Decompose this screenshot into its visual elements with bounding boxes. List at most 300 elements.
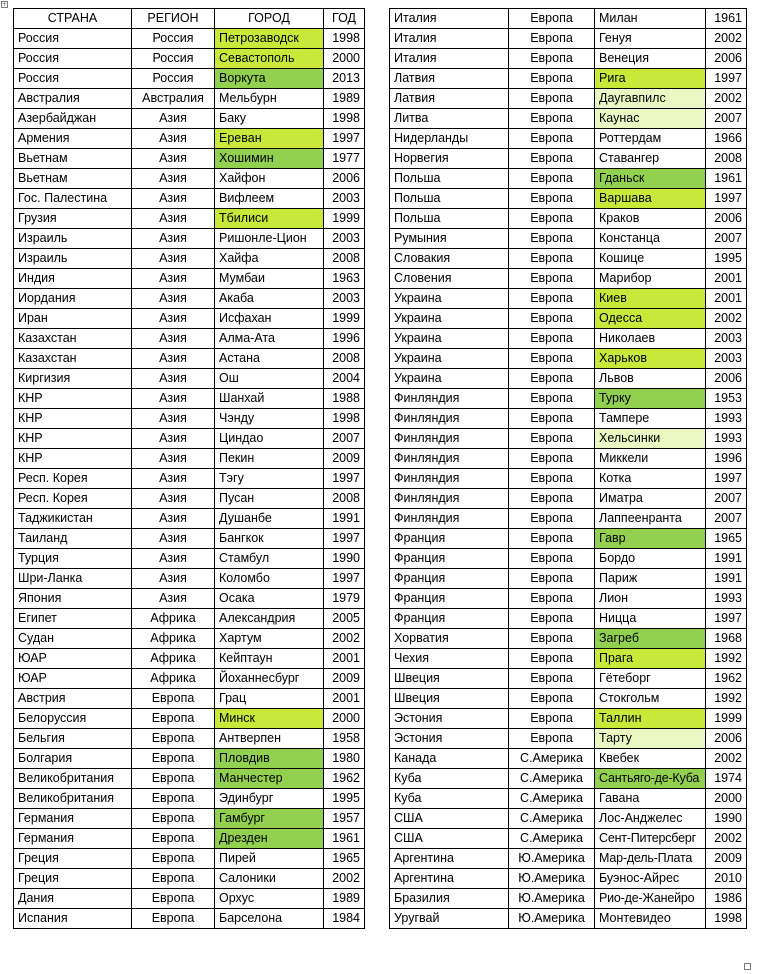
table-row [390,789,747,809]
region-cell: Европа [509,149,595,169]
country-cell: Украина [390,309,509,329]
city-cell: Стамбул [215,549,324,569]
country-cell: Россия [14,29,132,49]
table-row [390,849,747,869]
year-cell: 2006 [706,369,747,389]
city-cell: Львов [595,369,706,389]
region-cell: Европа [509,229,595,249]
region-cell: Азия [132,109,215,129]
table-row [14,249,365,269]
year-cell: 1988 [324,389,365,409]
table-row [390,349,747,369]
country-cell: Иран [14,309,132,329]
header-country: СТРАНА [14,9,132,29]
country-cell: Белоруссия [14,709,132,729]
city-cell: Даугавпилс [595,89,706,109]
country-cell: Грузия [14,209,132,229]
country-cell: Эстония [390,729,509,749]
country-cell: Бразилия [390,889,509,909]
country-cell: Судан [14,629,132,649]
year-cell: 2001 [324,689,365,709]
country-cell: Киргизия [14,369,132,389]
table-row [14,449,365,469]
country-cell: Бельгия [14,729,132,749]
city-cell: Сент-Питерсберг [595,829,706,849]
city-cell: Ереван [215,129,324,149]
year-cell: 2003 [706,349,747,369]
country-cell: Армения [14,129,132,149]
country-cell: Украина [390,289,509,309]
table-row [390,49,747,69]
country-cell: Шри-Ланка [14,569,132,589]
year-cell: 1958 [324,729,365,749]
region-cell: Европа [509,689,595,709]
year-cell: 1965 [706,529,747,549]
table-row [14,109,365,129]
country-cell: Болгария [14,749,132,769]
city-cell: Тарту [595,729,706,749]
country-cell: Греция [14,869,132,889]
year-cell: 1996 [324,329,365,349]
table-header-row [14,9,365,29]
country-cell: Россия [14,69,132,89]
table-row [14,829,365,849]
city-cell: Астана [215,349,324,369]
country-cell: Австрия [14,689,132,709]
city-cell: Александрия [215,609,324,629]
city-cell: Минск [215,709,324,729]
region-cell: Азия [132,229,215,249]
region-cell: Европа [509,589,595,609]
city-cell: Кошице [595,249,706,269]
region-cell: С.Америка [509,809,595,829]
year-cell: 1997 [706,469,747,489]
year-cell: 2000 [324,49,365,69]
table-row [14,809,365,829]
city-cell: Тэгу [215,469,324,489]
region-cell: Европа [509,709,595,729]
city-cell: Роттердам [595,129,706,149]
city-cell: Коломбо [215,569,324,589]
city-cell: Ришонле-Цион [215,229,324,249]
table-row [14,569,365,589]
year-cell: 2009 [324,449,365,469]
country-cell: Респ. Корея [14,469,132,489]
year-cell: 1991 [324,509,365,529]
city-cell: Гамбург [215,809,324,829]
table-row [390,289,747,309]
table-row [14,169,365,189]
region-cell: Ю.Америка [509,869,595,889]
table-row [14,349,365,369]
country-cell: Таджикистан [14,509,132,529]
year-cell: 2002 [324,869,365,889]
country-cell: Великобритания [14,789,132,809]
table-row [14,309,365,329]
city-cell: Эдинбург [215,789,324,809]
city-cell: Мельбурн [215,89,324,109]
city-cell: Барселона [215,909,324,929]
country-cell: Швеция [390,669,509,689]
region-cell: Европа [509,9,595,29]
region-cell: Европа [132,709,215,729]
region-cell: Азия [132,589,215,609]
year-cell: 1998 [324,29,365,49]
region-cell: Азия [132,329,215,349]
region-cell: Россия [132,29,215,49]
region-cell: Европа [509,289,595,309]
table-row [390,629,747,649]
region-cell: С.Америка [509,789,595,809]
year-cell: 1989 [324,889,365,909]
region-cell: Африка [132,629,215,649]
region-cell: Европа [509,409,595,429]
region-cell: Азия [132,249,215,269]
year-cell: 1992 [706,649,747,669]
country-cell: ЮАР [14,669,132,689]
year-cell: 2002 [706,749,747,769]
region-cell: Азия [132,189,215,209]
region-cell: Европа [509,109,595,129]
table-resize-handle[interactable] [744,963,751,970]
table-row [390,369,747,389]
table-row [390,869,747,889]
year-cell: 2002 [706,829,747,849]
region-cell: Азия [132,389,215,409]
country-cell: Япония [14,589,132,609]
country-cell: Куба [390,769,509,789]
country-cell: Индия [14,269,132,289]
country-cell: Польша [390,189,509,209]
table-row [390,129,747,149]
region-cell: Азия [132,489,215,509]
country-cell: Финляндия [390,409,509,429]
table-row [390,249,747,269]
table-row [390,309,747,329]
table-row [390,9,747,29]
region-cell: Европа [132,769,215,789]
year-cell: 1998 [324,109,365,129]
region-cell: Европа [509,569,595,589]
region-cell: Европа [509,49,595,69]
year-cell: 2009 [324,669,365,689]
city-cell: Орхус [215,889,324,909]
year-cell: 1979 [324,589,365,609]
region-cell: С.Америка [509,769,595,789]
table-row [14,529,365,549]
table-row [390,109,747,129]
region-cell: Европа [509,509,595,529]
table-row [14,129,365,149]
city-cell: Дрезден [215,829,324,849]
year-cell: 1986 [706,889,747,909]
table-row [390,729,747,749]
year-cell: 2005 [324,609,365,629]
year-cell: 1990 [324,549,365,569]
city-cell: Воркута [215,69,324,89]
year-cell: 1998 [324,409,365,429]
table-row [14,509,365,529]
city-cell: Лаппеенранта [595,509,706,529]
region-cell: Европа [509,169,595,189]
country-cell: Вьетнам [14,149,132,169]
table-row [390,589,747,609]
table-row [14,709,365,729]
region-cell: Европа [509,329,595,349]
year-cell: 1997 [324,129,365,149]
country-cell: Германия [14,829,132,849]
year-cell: 1953 [706,389,747,409]
year-cell: 1961 [706,169,747,189]
city-cell: Краков [595,209,706,229]
country-cell: Россия [14,49,132,69]
country-cell: Израиль [14,249,132,269]
region-cell: Азия [132,129,215,149]
city-cell: Ставангер [595,149,706,169]
table-row [390,149,747,169]
country-cell: Египет [14,609,132,629]
year-cell: 1989 [324,89,365,109]
country-cell: Словения [390,269,509,289]
table-row [390,409,747,429]
region-cell: Россия [132,69,215,89]
city-cell: Пловдив [215,749,324,769]
table-row [390,829,747,849]
city-cell: Пекин [215,449,324,469]
table-row [14,289,365,309]
country-cell: Финляндия [390,449,509,469]
city-cell: Иматра [595,489,706,509]
region-cell: Азия [132,209,215,229]
country-cell: ЮАР [14,649,132,669]
table-row [14,849,365,869]
region-cell: Азия [132,509,215,529]
city-cell: Кейптаун [215,649,324,669]
table-row [14,489,365,509]
year-cell: 1962 [324,769,365,789]
table-row [14,649,365,669]
table-row [14,769,365,789]
table-row [390,169,747,189]
year-cell: 2000 [324,709,365,729]
city-cell: Лос-Анджелес [595,809,706,829]
city-cell: Прага [595,649,706,669]
region-cell: Европа [132,829,215,849]
city-cell: Турку [595,389,706,409]
region-cell: Европа [509,269,595,289]
country-cell: Израиль [14,229,132,249]
year-cell: 1977 [324,149,365,169]
country-cell: Италия [390,9,509,29]
city-cell: Шанхай [215,389,324,409]
year-cell: 2003 [324,289,365,309]
table-row [14,429,365,449]
region-cell: Европа [509,649,595,669]
city-cell: Антверпен [215,729,324,749]
city-cell: Севастополь [215,49,324,69]
table-row [390,749,747,769]
year-cell: 2001 [324,649,365,669]
city-cell: Монтевидео [595,909,706,929]
region-cell: Азия [132,169,215,189]
country-cell: Куба [390,789,509,809]
header-region: РЕГИОН [132,9,215,29]
year-cell: 1980 [324,749,365,769]
city-cell: Гданьск [595,169,706,189]
year-cell: 2009 [706,849,747,869]
city-cell: Каунас [595,109,706,129]
year-cell: 1993 [706,409,747,429]
country-cell: Чехия [390,649,509,669]
country-cell: Румыния [390,229,509,249]
region-cell: Европа [509,549,595,569]
city-cell: Рио-де-Жанейро [595,889,706,909]
region-cell: Азия [132,549,215,569]
table-row [390,549,747,569]
region-cell: С.Америка [509,829,595,849]
region-cell: Европа [132,729,215,749]
city-cell: Николаев [595,329,706,349]
region-cell: Ю.Америка [509,849,595,869]
table-row [390,269,747,289]
year-cell: 2008 [706,149,747,169]
region-cell: Европа [509,609,595,629]
region-cell: Европа [509,249,595,269]
table-row [14,589,365,609]
year-cell: 2007 [706,109,747,129]
year-cell: 2004 [324,369,365,389]
region-cell: Европа [132,689,215,709]
year-cell: 2000 [706,789,747,809]
city-cell: Акаба [215,289,324,309]
city-cell: Венеция [595,49,706,69]
country-cell: Дания [14,889,132,909]
table-row [14,369,365,389]
region-cell: Азия [132,449,215,469]
year-cell: 1997 [706,189,747,209]
table-move-handle-icon[interactable]: + [2,1,8,8]
city-cell: Осака [215,589,324,609]
table-row [14,229,365,249]
region-cell: Европа [509,629,595,649]
table-row [14,269,365,289]
country-cell: Латвия [390,89,509,109]
country-cell: Иордания [14,289,132,309]
region-cell: Азия [132,569,215,589]
city-cell: Таллин [595,709,706,729]
city-cell: Циндао [215,429,324,449]
country-cell: Польша [390,169,509,189]
region-cell: Европа [509,209,595,229]
year-cell: 2008 [324,349,365,369]
country-cell: Финляндия [390,389,509,409]
region-cell: Азия [132,149,215,169]
year-cell: 2002 [324,629,365,649]
table-row [390,29,747,49]
city-cell: Гавр [595,529,706,549]
country-cell: Украина [390,329,509,349]
table-row [14,689,365,709]
region-cell: Европа [509,429,595,449]
region-cell: Азия [132,349,215,369]
year-cell: 1997 [706,69,747,89]
year-cell: 1992 [706,689,747,709]
country-cell: Хорватия [390,629,509,649]
year-cell: 1997 [324,529,365,549]
year-cell: 2001 [706,269,747,289]
table-row [14,549,365,569]
city-cell: Чэнду [215,409,324,429]
region-cell: Азия [132,429,215,449]
year-cell: 2010 [706,869,747,889]
city-cell: Йоханнесбург [215,669,324,689]
city-cell: Котка [595,469,706,489]
table-row [14,149,365,169]
country-cell: Нидерланды [390,129,509,149]
year-cell: 2003 [324,229,365,249]
region-cell: Азия [132,409,215,429]
year-cell: 1961 [324,829,365,849]
country-cell: Казахстан [14,349,132,369]
table-row [14,209,365,229]
table-row [14,629,365,649]
city-cell: Пусан [215,489,324,509]
year-cell: 1999 [324,209,365,229]
year-cell: 2006 [324,169,365,189]
table-row [390,649,747,669]
region-cell: Европа [509,729,595,749]
city-cell: Хошимин [215,149,324,169]
country-cell: Гос. Палестина [14,189,132,209]
year-cell: 2007 [324,429,365,449]
region-cell: Европа [132,869,215,889]
table-row [14,869,365,889]
country-cell: Эстония [390,709,509,729]
country-cell: Уругвай [390,909,509,929]
region-cell: Европа [509,369,595,389]
country-cell: Германия [14,809,132,829]
table-row [390,569,747,589]
table-row [390,229,747,249]
city-cell: Хартум [215,629,324,649]
country-cell: Финляндия [390,489,509,509]
year-cell: 1993 [706,429,747,449]
region-cell: Европа [509,129,595,149]
table-row [390,809,747,829]
city-cell: Мумбаи [215,269,324,289]
country-cell: Франция [390,529,509,549]
country-cell: Швеция [390,689,509,709]
city-cell: Миккели [595,449,706,469]
region-cell: Африка [132,609,215,629]
country-cell: Великобритания [14,769,132,789]
table-row [390,469,747,489]
region-cell: Европа [132,789,215,809]
table-row [14,329,365,349]
city-cell: Манчестер [215,769,324,789]
table-row [14,189,365,209]
year-cell: 2008 [324,249,365,269]
city-cell: Ницца [595,609,706,629]
cities-table-right [389,8,747,929]
year-cell: 1991 [706,549,747,569]
region-cell: Европа [509,309,595,329]
year-cell: 1966 [706,129,747,149]
table-row [390,509,747,529]
city-cell: Душанбе [215,509,324,529]
country-cell: Вьетнам [14,169,132,189]
table-row [14,889,365,909]
